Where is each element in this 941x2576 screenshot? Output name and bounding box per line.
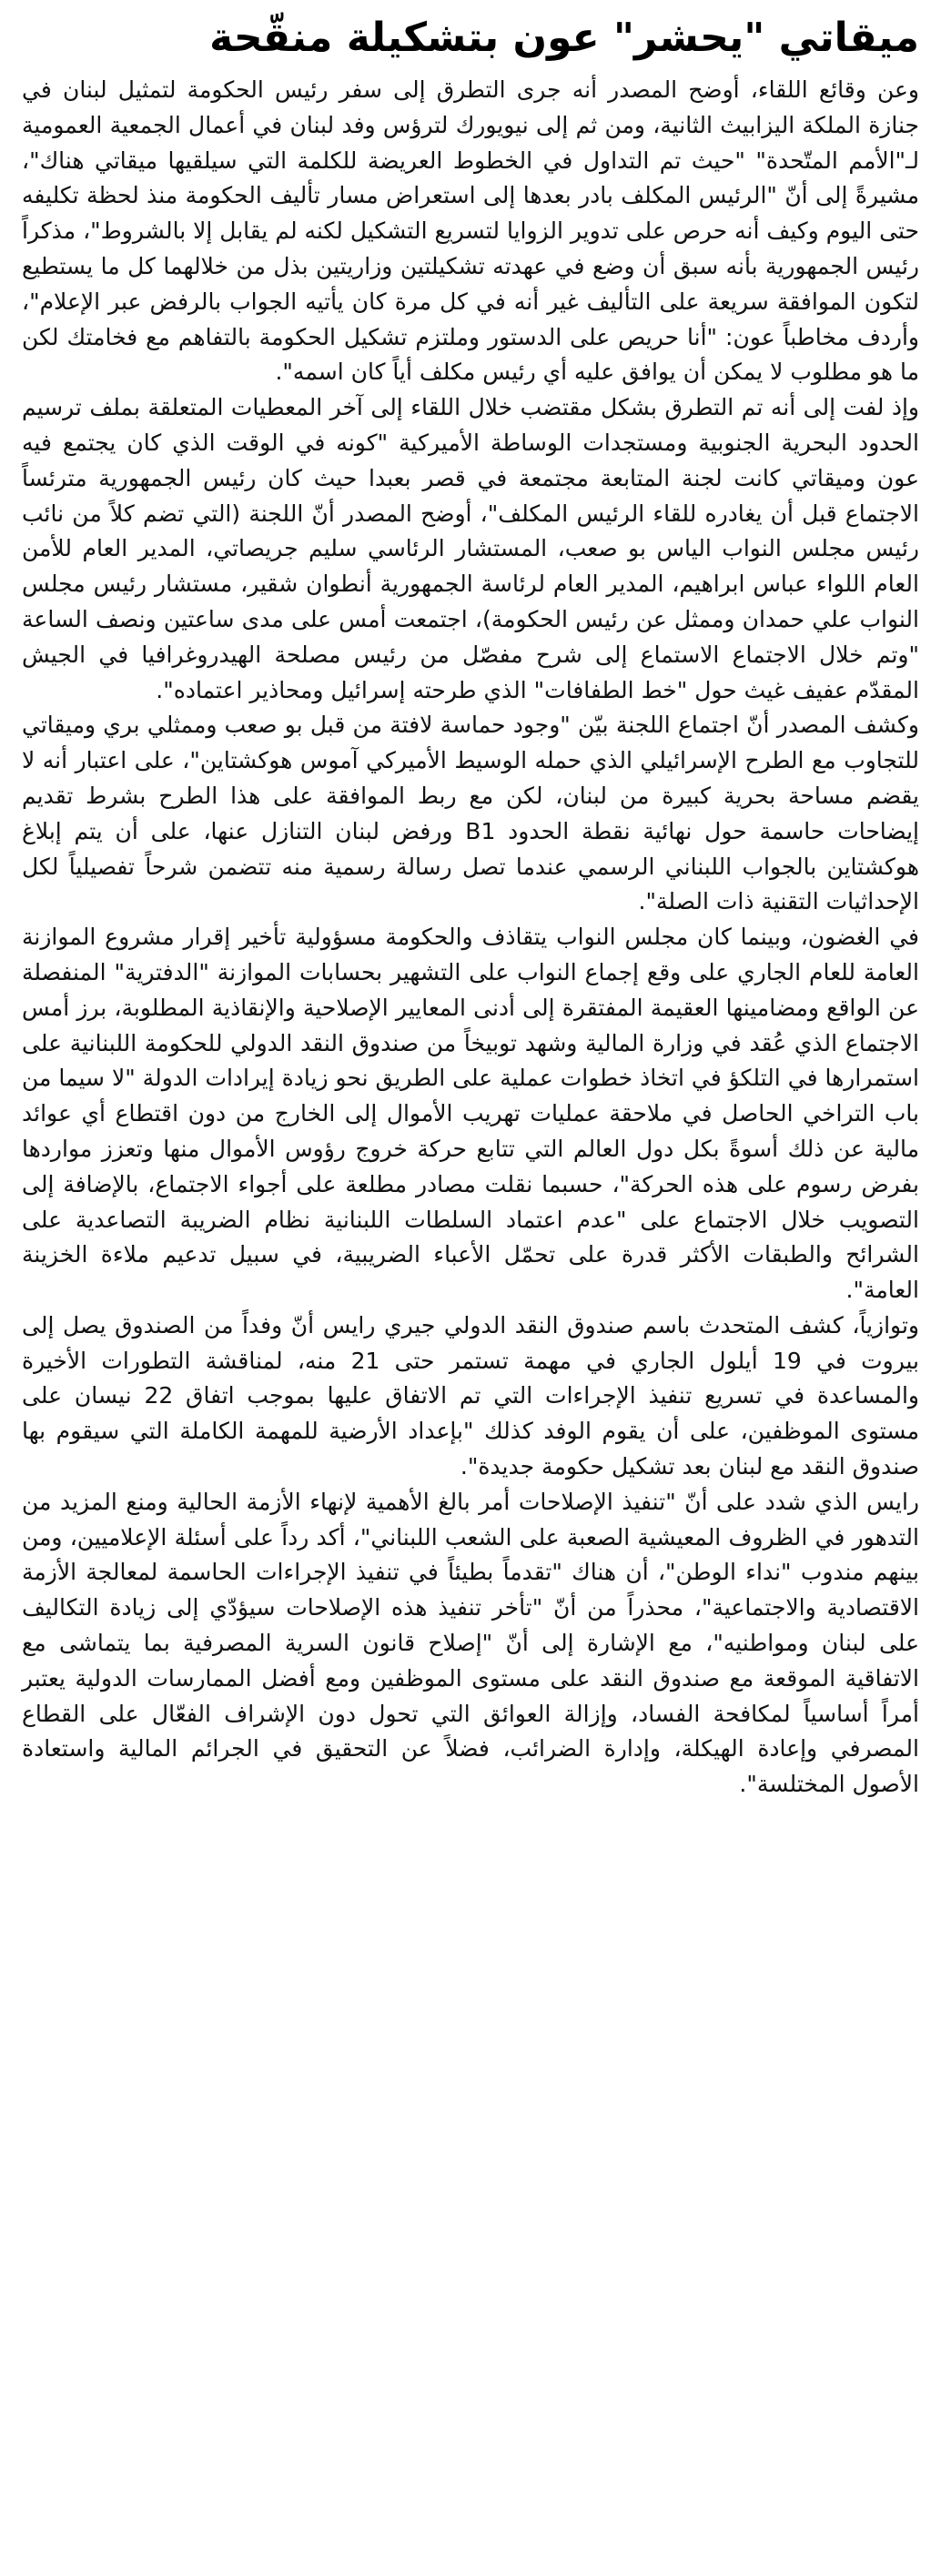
- article-paragraph: وتوازياً، كشف المتحدث باسم صندوق النقد الدولي جيري رايس أنّ وفداً من الصندوق يصل إلى بيروت في 19 أيلول الجاري في مهمة تستمر حتى 21 منه، لمناقشة التطورات الأخيرة والمساعدة في تسريع تنفيذ الإجراءات التي تم الاتفاق عليها بموجب اتفاق 22 نيسان على مستوى الموظفين، على أن يقوم الوفد كذلك "بإعداد الأرضية للمهمة الكاملة التي سيقوم بها صندوق النقد مع لبنان بعد تشكيل حكومة جديدة".: [22, 1311, 920, 1480]
- article-paragraph: وعن وقائع اللقاء، أوضح المصدر أنه جرى التطرق إلى سفر رئيس الحكومة لتمثيل لبنان في جنازة الملكة اليزابيث الثانية، ومن ثم إلى نيويورك لترؤس وفد لبنان في أعمال الجمعية العمومية لـ"الأمم المتّحدة" "حيث تم التداول في الخطوط العريضة للكلمة التي سيلقيها ميقاتي هناك"، مشيرةً إلى أنّ "الرئيس المكلف بادر بعدها إلى استعراض مسار تأليف الحكومة منذ لحظة تكليفه حتى اليوم وكيف أنه حرص على تدوير الزوايا لتسريع التشكيل لكنه لم يقابل إلا بالشروط"، مذكراً رئيس الجمهورية بأنه سبق أن وضع في عهدته تشكيلتين وزاريتين بذل من خلالهما كل ما يستطيع لتكون الموافقة سريعة على التأليف غير أنه في كل مرة كان يأتيه الجواب بالرفض عبر الإعلام"، وأردف مخاطباً عون: "أنا حريص على الدستور وملتزم تشكيل الحكومة بالتفاهم مع فخامتك لكن ما هو مطلوب لا يمكن أن يوافق عليه أي رئيس مكلف أياً كان اسمه".: [22, 76, 919, 386]
- article-paragraph: وكشف المصدر أنّ اجتماع اللجنة بيّن "وجود حماسة لافتة من قبل بو صعب وممثلي بري وميقاتي للتجاوب مع الطرح الإسرائيلي الذي حمله الوسيط الأميركي آموس هوكشتاين"، على اعتبار أنه لا يقضم مساحة بحرية كبيرة من لبنان، لكن مع ربط الموافقة على هذا الطرح بشرط تقديم إيضاحات حاسمة حول نهائية نقطة الحدود B1 ورفض لبنان التنازل عنها، على أن يتم إبلاغ هوكشتاين بالجواب اللبناني الرسمي عندما تصل رسالة رسمية منه تتضمن شرحاً تفصيلياً لكل الإحداثيات التقنية ذات الصلة".: [22, 712, 919, 915]
- article-body: [22, 73, 919, 1803]
- article-paragraph: رايس الذي شدد على أنّ "تنفيذ الإصلاحات أمر بالغ الأهمية لإنهاء الأزمة الحالية ومنع المزيد من التدهور في الظروف المعيشية الصعبة على الشعب اللبناني"، أكد رداً على أسئلة الإعلاميين، ومن بينهم مندوب "نداء الوطن"، أن هناك "تقدماً بطيئاً في تنفيذ الإجراءات الحاسمة لمعالجة الأزمة الاقتصادية والاجتماعية"، محذراً من أنّ "تأخر تنفيذ هذه الإصلاحات سيؤدّي إلى زيادة التكاليف على لبنان ومواطنيه"، مع الإشارة إلى أنّ "إصلاح قانون السرية المصرفية بما يتماشى مع الاتفاقية الموقعة مع صندوق النقد على مستوى الموظفين ومع أفضل الممارسات الدولية يعتبر أمراً أساسياً لمكافحة الفساد، وإزالة العوائق التي تحول دون الإشراف الفعّال على القطاع المصرفي وإعادة الهيكلة، وإدارة الضرائب، فضلاً عن التحقيق في الجرائم المالية واستعادة الأصول المختلسة".: [22, 1488, 919, 1798]
- article-headline: ميقاتي "يحشر" عون بتشكيلة منقّحة: [209, 15, 919, 61]
- article-paragraph: وإذ لفت إلى أنه تم التطرق بشكل مقتضب خلال اللقاء إلى آخر المعطيات المتعلقة بملف ترسيم الحدود البحرية الجنوبية ومستجدات الوساطة الأميركية "كونه في الوقت الذي كان يجتمع فيه عون وميقاتي كانت لجنة المتابعة مجتمعة في قصر بعبدا حيث كان رئيس الجمهورية مترئساً الاجتماع قبل أن يغادره للقاء الرئيس المكلف"، أوضح المصدر أنّ اللجنة (التي تضم كلاً من نائب رئيس مجلس النواب الياس بو صعب، المستشار الرئاسي سليم جريصاتي، المدير العام للأمن العام اللواء عباس ابراهيم، المدير العام لرئاسة الجمهورية أنطوان شقير، مستشار رئيس مجلس النواب علي حمدان وممثل عن رئيس الحكومة)، اجتمعت أمس على مدى ساعتين ونصف الساعة "وتم خلال الاجتماع الاستماع إلى شرح مفصّل من رئيس مصلحة الهيدروغرافيا في الجيش المقدّم عفيف غيث حول "خط الطفافات" الذي طرحته إسرائيل ومحاذير اعتماده".: [22, 394, 919, 703]
- article-paragraph: في الغضون، وبينما كان مجلس النواب يتقاذف والحكومة مسؤولية تأخير إقرار مشروع الموازنة العامة للعام الجاري على وقع إجماع النواب على التشهير بحسابات الموازنة "الدفترية" المنفصلة عن الواقع ومضامينها العقيمة المفتقرة إلى أدنى المعايير الإصلاحية والإنقاذية المطلوبة، برز أمس الاجتماع الذي عُقد في وزارة المالية وشهد توبيخاً من صندوق النقد الدولي للحكومة اللبنانية على استمرارها في التلكؤ في اتخاذ خطوات عملية على الطريق نحو زيادة إيرادات الدولة "لا سيما من باب التراخي الحاصل في ملاحقة عمليات تهريب الأموال إلى الخارج من دون اقتطاع أي عوائد مالية عن ذلك أسوةً بكل دول العالم التي تتابع حركة خروج رؤوس الأموال منها وتعزز مواردها بفرض رسوم على هذه الحركة"، حسبما نقلت مصادر مطلعة على أجواء الاجتماع، بالإضافة إلى التصويب خلال الاجتماع على "عدم اعتماد السلطات اللبنانية نظام الضريبة التصاعدية على الشرائح والطبقات الأكثر قدرة على تحمّل الأعباء الضريبية، في سبيل تدعيم ملاءة الخزينة العامة".: [22, 924, 919, 1304]
